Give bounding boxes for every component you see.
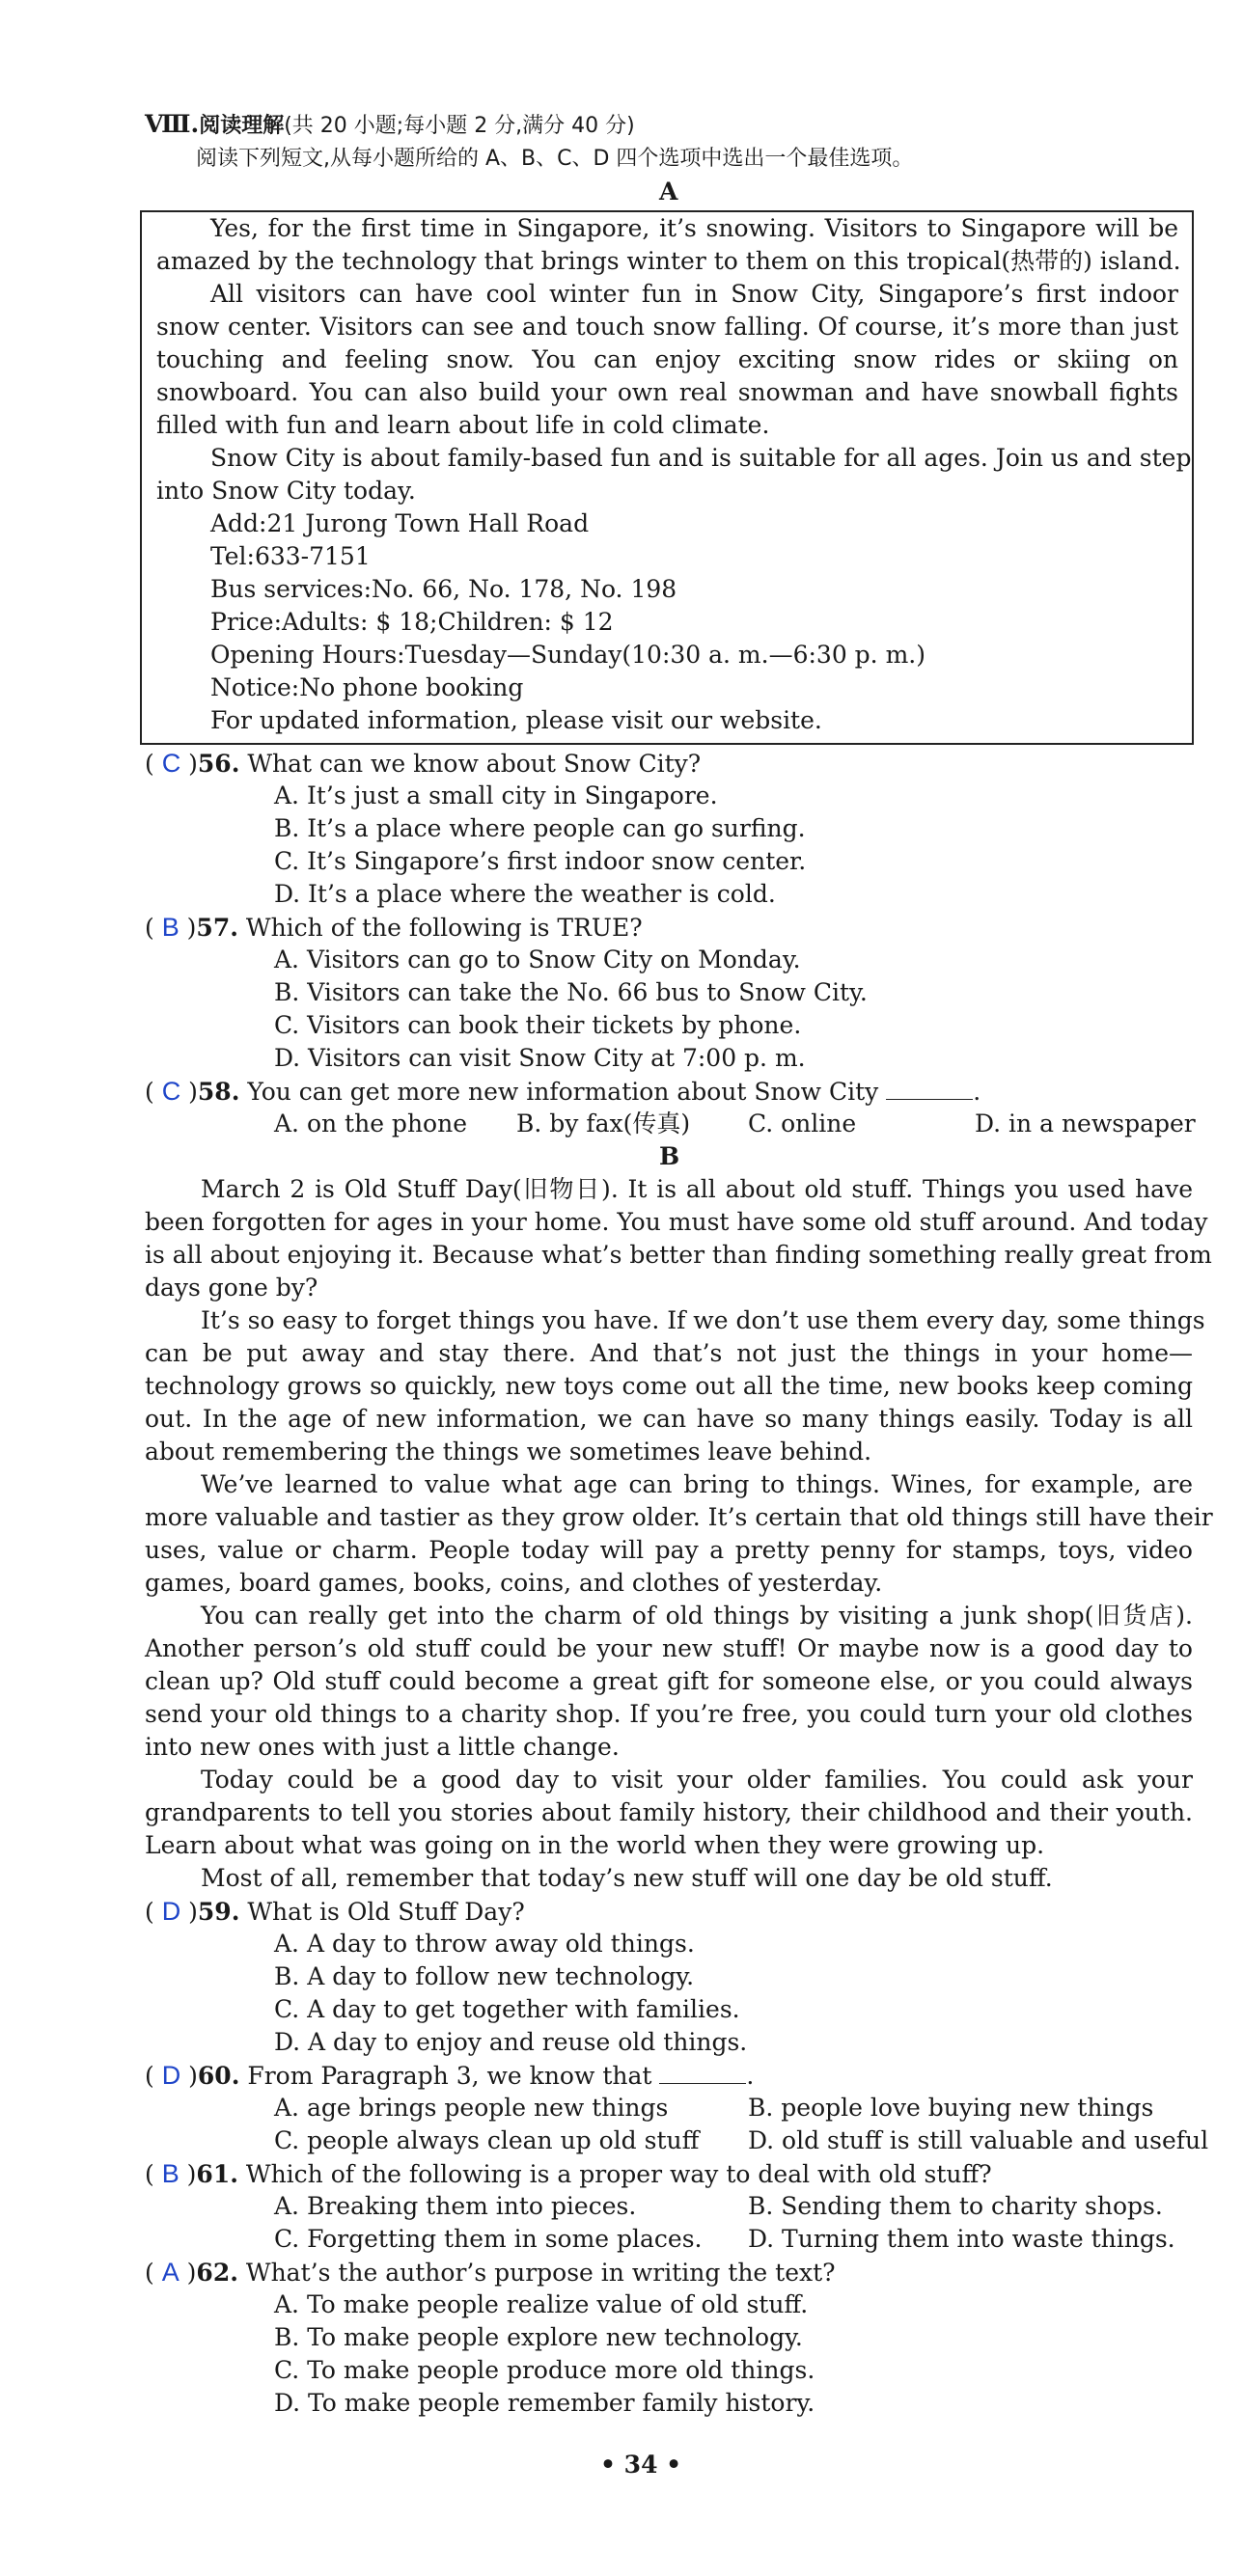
passage-a-line: Price:Adults: $ 18;Children: $ 12 [210, 608, 614, 636]
passage-b-line: Most of all, remember that today’s new stuff will one day be old stuff. [201, 1864, 1053, 1892]
option: A. age brings people new things [274, 2094, 669, 2122]
option: B. people love buying new things [748, 2094, 1154, 2122]
option: D. It’s a place where the weather is cold. [274, 880, 776, 908]
passage-b-line: Today could be a good day to visit your older families. You could ask your [201, 1766, 1193, 1794]
option: C. Forgetting them in some places. [274, 2225, 703, 2253]
option: A. on the phone [274, 1110, 467, 1137]
passage-b-line: You can really get into the charm of old things by visiting a junk shop(旧货店). [201, 1602, 1193, 1630]
question-60: ( D )60. From Paragraph 3, we know that . [145, 2061, 755, 2090]
passage-a-line: touching and feeling snow. You can enjoy exciting snow rides or skiing on [156, 345, 1178, 373]
passage-a-line: Add:21 Jurong Town Hall Road [210, 509, 590, 537]
passage-b-line: March 2 is Old Stuff Day(旧物日). It is all about old stuff. Things you used have [201, 1175, 1193, 1203]
option: A. It’s just a small city in Singapore. [274, 781, 718, 809]
question-57: ( B )57. Which of the following is TRUE? [145, 913, 643, 942]
passage-a-line: Bus services:No. 66, No. 178, No. 198 [210, 575, 677, 603]
passage-b-line: grandparents to tell you stories about family history, their childhood and their youth. [145, 1798, 1193, 1826]
answer-mark: D [161, 1897, 181, 1926]
passage-a-line: amazed by the technology that brings winter to them on this tropical(热带的) island. [156, 247, 1181, 275]
passage-b-line: can be put away and stay there. And that’s not just the things in your home— [145, 1339, 1193, 1367]
passage-b-line: games, board games, books, coins, and clothes of yesterday. [145, 1569, 883, 1597]
passage-b-label: B [659, 1142, 680, 1170]
option: C. A day to get together with families. [274, 1995, 740, 2023]
option: B. A day to follow new technology. [274, 1962, 695, 1990]
passage-b-line: send your old things to a charity shop. If you’re free, you could turn your old clothes [145, 1700, 1193, 1728]
option: A. To make people realize value of old stuff. [274, 2290, 809, 2318]
section-number: Ⅷ. [145, 110, 200, 138]
passage-b-line: been forgotten for ages in your home. You must have some old stuff around. And today [145, 1208, 1208, 1236]
option: C. Visitors can book their tickets by phone. [274, 1011, 802, 1039]
passage-a-line: snowboard. You can also build your own real snowman and have snowball fights [156, 378, 1178, 406]
answer-blank [659, 2064, 746, 2084]
option: C. people always clean up old stuff [274, 2126, 700, 2154]
option: A. Breaking them into pieces. [274, 2192, 637, 2220]
passage-a-line: Tel:633-7151 [210, 542, 371, 570]
option: B. Sending them to charity shops. [748, 2192, 1163, 2220]
passage-a-line: Opening Hours:Tuesday—Sunday(10:30 a. m.—6:30 p. m.) [210, 641, 925, 669]
option: A. A day to throw away old things. [274, 1930, 695, 1958]
option: C. To make people produce more old things. [274, 2356, 815, 2384]
answer-mark: D [161, 2061, 181, 2090]
passage-b-line: more valuable and tastier as they grow older. It’s certain that old things still have their [145, 1503, 1213, 1531]
page-number: • 34 • [600, 2451, 682, 2479]
option: C. It’s Singapore’s first indoor snow center. [274, 847, 807, 875]
answer-mark: B [161, 913, 180, 942]
question-59: ( D )59. What is Old Stuff Day? [145, 1897, 525, 1926]
option: D. To make people remember family history. [274, 2389, 815, 2417]
passage-b-line: Another person’s old stuff could be your new stuff! Or maybe now is a good day to [145, 1634, 1193, 1662]
passage-a-line: All visitors can have cool winter fun in Snow City, Singapore’s first indoor [210, 280, 1178, 308]
passage-b-line: It’s so easy to forget things you have. If we don’t use them every day, some things [201, 1306, 1205, 1334]
question-61: ( B )61. Which of the following is a proper way to deal with old stuff? [145, 2159, 992, 2188]
passage-a-line: Yes, for the first time in Singapore, it’s snowing. Visitors to Singapore will be [210, 214, 1178, 242]
section-info: (共 20 小题;每小题 2 分,满分 40 分) [284, 114, 635, 138]
option: D. A day to enjoy and reuse old things. [274, 2028, 748, 2056]
section-title: 阅读理解 [199, 114, 285, 138]
passage-a-line: into Snow City today. [156, 477, 416, 505]
passage-b-line: clean up? Old stuff could become a great gift for someone else, or you could always [145, 1667, 1193, 1695]
passage-b-line: about remembering the things we sometimes leave behind. [145, 1438, 872, 1466]
passage-b-line: We’ve learned to value what age can bring to things. Wines, for example, are [201, 1470, 1193, 1498]
passage-a-line: filled with fun and learn about life in cold climate. [156, 411, 770, 439]
answer-mark: C [161, 1077, 181, 1106]
answer-mark: A [161, 2258, 180, 2287]
section-header [145, 108, 635, 143]
answer-blank [886, 1080, 973, 1100]
passage-b-line: days gone by? [145, 1274, 318, 1302]
option: B. by fax(传真) [516, 1110, 691, 1137]
option: D. old stuff is still valuable and useful [748, 2126, 1209, 2154]
passage-b-line: Learn about what was going on in the world when they were growing up. [145, 1831, 1045, 1859]
option: D. Turning them into waste things. [748, 2225, 1175, 2253]
answer-mark: B [161, 2159, 180, 2188]
passage-b-line: technology grows so quickly, new toys come out all the time, new books keep coming [145, 1372, 1193, 1400]
question-62: ( A )62. What’s the author’s purpose in writing the text? [145, 2258, 836, 2287]
answer-mark: C [161, 749, 181, 778]
passage-a-line: snow center. Visitors can see and touch snow falling. Of course, it’s more than just [156, 313, 1178, 341]
passage-b-line: is all about enjoying it. Because what’s better than finding something really great from [145, 1241, 1212, 1269]
question-58: ( C )58. You can get more new information about Snow City . [145, 1077, 981, 1106]
question-56: ( C )56. What can we know about Snow City? [145, 749, 702, 778]
option: B. It’s a place where people can go surfing. [274, 814, 806, 842]
passage-a-line: Notice:No phone booking [210, 673, 524, 701]
option: B. Visitors can take the No. 66 bus to Snow City. [274, 978, 868, 1006]
option: D. Visitors can visit Snow City at 7:00 p. m. [274, 1044, 806, 1072]
passage-a-label: A [659, 178, 678, 206]
passage-a-line: For updated information, please visit our website. [210, 706, 822, 734]
passage-a-line: Snow City is about family-based fun and is suitable for all ages. Join us and step [210, 444, 1192, 472]
passage-b-line: into new ones with just a little change. [145, 1733, 620, 1761]
option: A. Visitors can go to Snow City on Monday. [274, 945, 801, 973]
option: D. in a newspaper [975, 1110, 1196, 1137]
instruction: 阅读下列短文,从每小题所给的 A、B、C、D 四个选项中选出一个最佳选项。 [196, 147, 914, 171]
option: C. online [748, 1110, 857, 1137]
passage-b-line: uses, value or charm. People today will pay a pretty penny for stamps, toys, video [145, 1536, 1193, 1564]
passage-b-line: out. In the age of new information, we can have so many things easily. Today is all [145, 1405, 1193, 1433]
option: B. To make people explore new technology. [274, 2323, 803, 2351]
